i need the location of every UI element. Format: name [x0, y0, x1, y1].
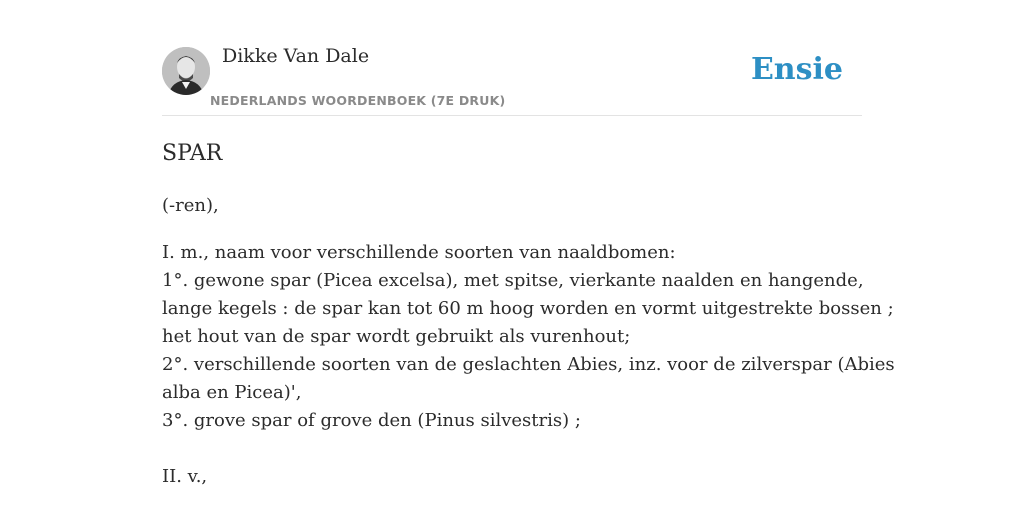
page-header	[162, 0, 862, 116]
plural-text: (-ren),	[162, 195, 219, 216]
author-avatar[interactable]	[162, 47, 210, 95]
definition-line: lange kegels : de spar kan tot 60 m hoog worden en vormt uitgestrekte bossen ;	[162, 298, 894, 319]
definition-line: 2°. verschillende soorten van de geslachten Abies, inz. voor de zilverspar (Abies	[162, 354, 895, 375]
author-name[interactable]: Dikke Van Dale	[222, 45, 370, 67]
entry-plural	[162, 192, 862, 220]
definition-line: het hout van de spar wordt gebruikt als vurenhout;	[162, 326, 631, 347]
definition-line: 1°. gewone spar (Picea excelsa), met spitse, vierkante naalden en hangende,	[162, 270, 864, 291]
definition-line: I. m., naam voor verschillende soorten van naaldbomen:	[162, 242, 676, 263]
dictionary-subtitle[interactable]: NEDERLANDS WOORDENBOEK (7E DRUK)	[210, 93, 506, 108]
entry-section-two	[162, 463, 862, 491]
definition-line: alba en Picea)',	[162, 382, 302, 403]
entry-headword: SPAR	[162, 141, 223, 166]
entry-definition	[162, 239, 895, 435]
ensie-logo[interactable]: Ensie	[750, 52, 843, 87]
definition-line: 3°. grove spar of grove den (Pinus silvestris) ;	[162, 410, 581, 431]
section-two-text: II. v.,	[162, 466, 208, 487]
